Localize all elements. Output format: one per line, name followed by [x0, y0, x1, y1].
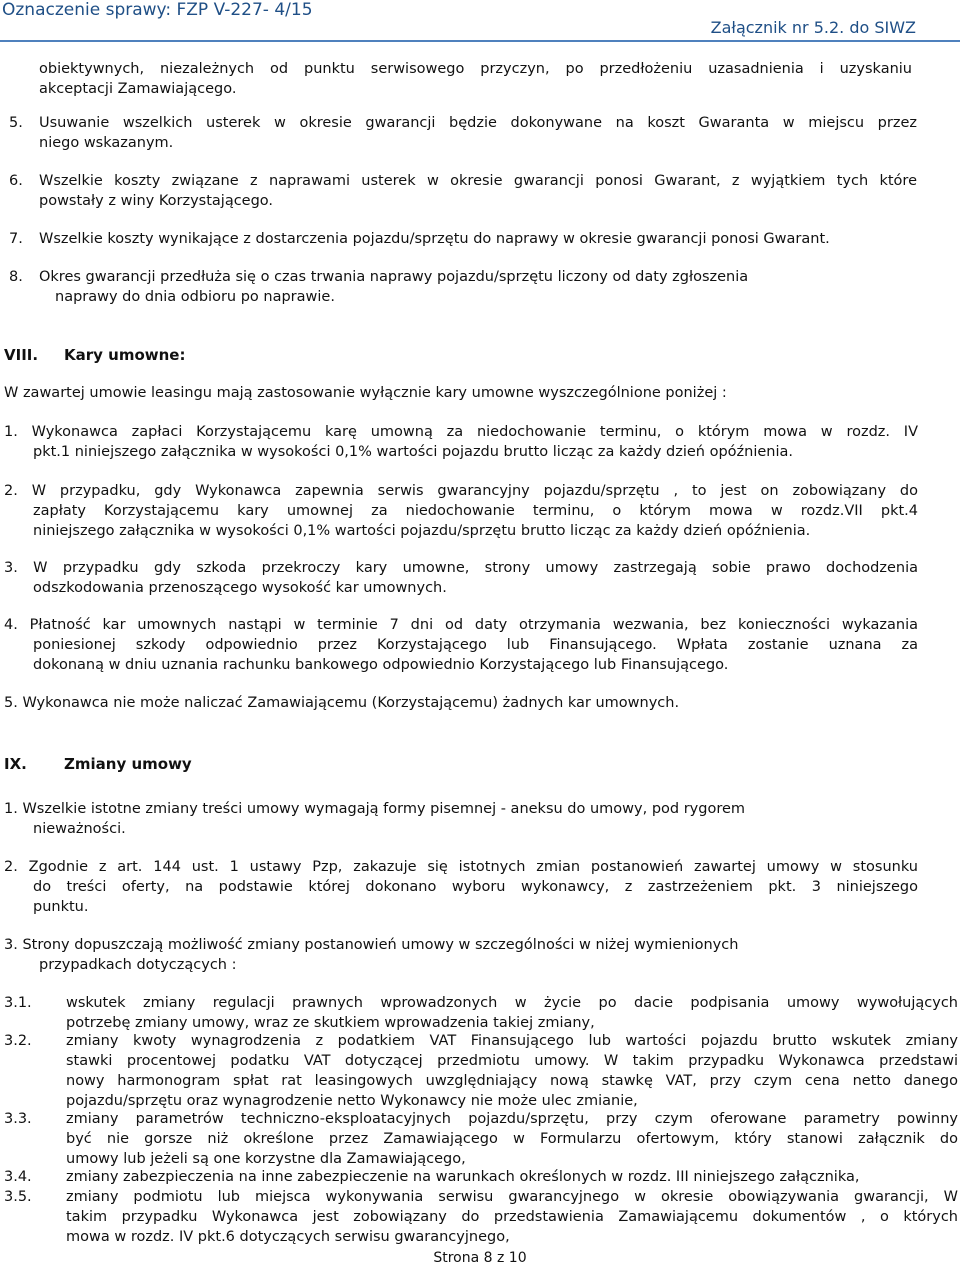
text-line: W zawartej umowie leasingu mają zastosowanie wyłącznie kary umowne wyszczególnione poniżej :: [4, 385, 727, 401]
text-line: niniejszego załącznika w wysokości 0,1% wartości pojazdu/sprzętu brutto licząc za każdy dzień opóźnienia.: [33, 523, 811, 539]
text-line: odszkodowania przenoszącego wysokość kar umownych.: [33, 580, 447, 596]
text-line: 1. Wszelkie istotne zmiany treści umowy wymagają formy pisemnej - aneksu do umowy, pod rygorem: [4, 801, 746, 817]
text-line: niego wskazanym.: [39, 135, 174, 151]
text-line: 2. W przypadku, gdy Wykonawca zapewnia serwis gwarancyjny pojazdu/sprzętu , to jest on zobowiązany do: [4, 483, 918, 499]
section-number: VIII.: [4, 346, 39, 364]
text-line: Wszelkie koszty wynikające z dostarczenia pojazdu/sprzętu do naprawy w okresie gwarancji ponosi Gwarant.: [39, 231, 830, 247]
text-line: 4. Płatność kar umownych nastąpi w terminie 7 dni od daty otrzymania wezwania, bez konieczności wykazania: [4, 617, 918, 633]
subitem-number: 3.1.: [4, 995, 32, 1011]
text-line: nieważności.: [33, 821, 126, 837]
text-line: zmiany zabezpieczenia na inne zabezpieczenie na warunkach określonych w rozdz. III niniejszego załącznika,: [66, 1169, 860, 1185]
text-line: pojazdu/sprzętu oraz wynagrodzenie netto Wykonawcy nie może ulec zmianie,: [66, 1093, 638, 1109]
text-line: punktu.: [33, 899, 89, 915]
text-line: potrzebę zmiany umowy, wraz ze skutkiem wprowadzenia takiej zmiany,: [66, 1015, 595, 1031]
text-line: Usuwanie wszelkich usterek w okresie gwarancji będzie dokonywane na koszt Gwaranta w miejscu przez: [39, 115, 917, 131]
section-title: Kary umowne:: [64, 346, 186, 364]
item-number: 5.: [9, 115, 23, 131]
text-line: nowy harmonogram spłat rat leasingowych uwzględniający nową stawkę VAT, przy czym cena netto danego: [66, 1073, 958, 1089]
text-line: 3. W przypadku gdy szkoda przekroczy kary umowne, strony umowy zastrzegają sobie prawo dochodzenia: [4, 560, 918, 576]
text-line: dokonaną w dniu uznania rachunku bankowego odpowiednio Korzystającego lub Finansującego.: [33, 657, 729, 673]
text-line: zmiany podmiotu lub miejsca wykonywania serwisu gwarancyjnego w okresie obowiązywania gwarancji, W: [66, 1189, 958, 1205]
section-title: Zmiany umowy: [64, 755, 192, 773]
text-line: stawki procentowej podatku VAT dotyczącej przedmiotu umowy. W takim przypadku Wykonawca przedstawi: [66, 1053, 958, 1069]
text-line: poniesionej szkody odpowiednio przez Korzystającego lub Finansującego. Wpłata zostanie uznana za: [33, 637, 918, 653]
section-number: IX.: [4, 755, 27, 773]
item-number: 8.: [9, 269, 23, 285]
subitem-number: 3.4.: [4, 1169, 32, 1185]
text-line: zmiany parametrów techniczno-eksploatacyjnych pojazdu/sprzętu, przy czym oferowane parametry powinny: [66, 1111, 958, 1127]
text-line: takim przypadku Wykonawca jest zobowiązany do przedstawienia Zamawiającemu dokumentów , o których: [66, 1209, 958, 1225]
text-line: naprawy do dnia odbioru po naprawie.: [55, 289, 335, 305]
text-line: pkt.1 niniejszego załącznika w wysokości 0,1% wartości pojazdu brutto licząc za każdy dzień opóźnienia.: [33, 444, 793, 460]
text-line: powstały z winy Korzystającego.: [39, 193, 274, 209]
subitem-number: 3.3.: [4, 1111, 32, 1127]
text-line: wskutek zmiany regulacji prawnych wprowadzonych w życie po dacie podpisania umowy wywołujących: [66, 995, 958, 1011]
text-line: Wszelkie koszty związane z naprawami usterek w okresie gwarancji ponosi Gwarant, z wyjątkiem tych które: [39, 173, 917, 189]
text-line: Okres gwarancji przedłuża się o czas trwania naprawy pojazdu/sprzętu liczony od daty zgłoszenia: [39, 269, 749, 285]
item-number: 6.: [9, 173, 23, 189]
case-reference: Oznaczenie sprawy: FZP V-227- 4/15: [2, 0, 313, 20]
text-line: 5. Wykonawca nie może naliczać Zamawiającemu (Korzystającemu) żadnych kar umownych.: [4, 695, 680, 711]
text-line: akceptacji Zamawiającego.: [39, 81, 237, 97]
text-line: 3. Strony dopuszczają możliwość zmiany postanowień umowy w szczególności w niżej wymienionych: [4, 937, 739, 953]
header-divider: [0, 40, 960, 42]
subitem-number: 3.5.: [4, 1189, 32, 1205]
text-line: zapłaty Korzystającemu kary umownej za niedochowanie terminu, o którym mowa w rozdz.VII pkt.4: [33, 503, 918, 519]
text-line: mowa w rozdz. IV pkt.6 dotyczących serwisu gwarancyjnego,: [66, 1229, 510, 1245]
text-line: do treści oferty, na podstawie której dokonano wyboru wykonawcy, z zastrzeżeniem pkt. 3 niniejszego: [33, 879, 918, 895]
text-line: 1. Wykonawca zapłaci Korzystającemu karę umowną za niedochowanie terminu, o którym mowa w rozdz. IV: [4, 424, 918, 440]
text-line: umowy lub jeżeli są one korzystne dla Zamawiającego,: [66, 1151, 466, 1167]
item-number: 7.: [9, 231, 23, 247]
subitem-number: 3.2.: [4, 1033, 32, 1049]
text-line: 2. Zgodnie z art. 144 ust. 1 ustawy Pzp, zakazuje się istotnych zmian postanowień zawartej umowy w stosunku: [4, 859, 918, 875]
text-line: przypadkach dotyczących :: [39, 957, 237, 973]
page-number: Strona 8 z 10: [433, 1250, 527, 1266]
text-line: obiektywnych, niezależnych od punktu serwisowego przyczyn, po przedłożeniu uzasadnienia i uzyskaniu: [39, 61, 912, 77]
annex-reference: Załącznik nr 5.2. do SIWZ: [710, 18, 916, 37]
text-line: zmiany kwoty wynagrodzenia z podatkiem VAT Finansującego lub wartości pojazdu brutto wskutek zmiany: [66, 1033, 958, 1049]
text-line: być nie gorsze niż określone przez Zamawiającego w Formularzu ofertowym, który stanowi załącznik do: [66, 1131, 958, 1147]
